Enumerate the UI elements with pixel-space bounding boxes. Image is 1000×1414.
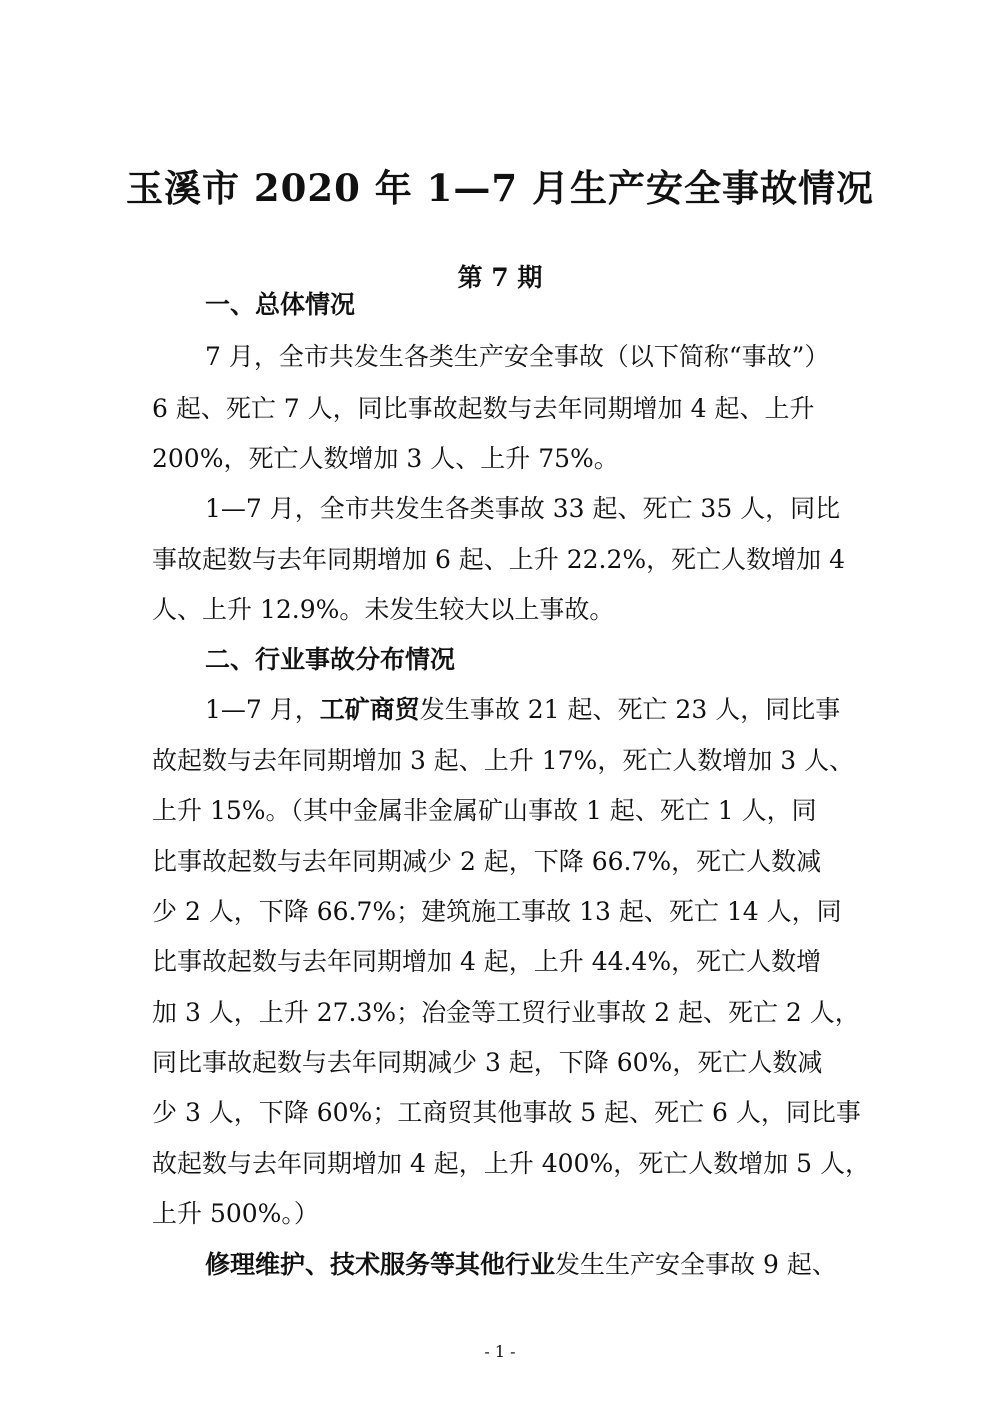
paragraph-line: 事故起数与去年同期增加 6 起、上升 22.2%，死亡人数增加 4	[152, 545, 846, 574]
paragraph-line: 7 月，全市共发生各类生产安全事故（以下简称“事故”）	[205, 342, 830, 371]
paragraph-line: 比事故起数与去年同期减少 2 起，下降 66.7%，死亡人数减	[152, 847, 822, 876]
section-heading-overall: 一、总体情况	[205, 290, 356, 319]
page-number: - 1 -	[484, 1342, 516, 1361]
paragraph-line: 同比事故起数与去年同期减少 3 起，下降 60%，死亡人数减	[152, 1048, 823, 1077]
paragraph-line	[205, 695, 840, 725]
paragraph-line: 少 3 人，下降 60%；工商贸其他事故 5 起、死亡 6 人，同比事	[152, 1098, 861, 1127]
line-segment: 1—7 月，	[205, 695, 320, 724]
section-heading-industry: 二、行业事故分布情况	[205, 645, 456, 674]
line-segment: 发生事故 21 起、死亡 23 人，同比事	[419, 695, 841, 724]
paragraph-line: 6 起、死亡 7 人，同比事故起数与去年同期增加 4 起、上升	[152, 394, 815, 423]
paragraph-line	[205, 1250, 837, 1280]
paragraph-line: 200%，死亡人数增加 3 人、上升 75%。	[152, 444, 619, 473]
paragraph-line: 1—7 月，全市共发生各类事故 33 起、死亡 35 人，同比	[205, 494, 841, 523]
emphasis-industry: 工矿商贸	[319, 695, 420, 724]
paragraph-line: 上升 15%。（其中金属非金属矿山事故 1 起、死亡 1 人，同	[152, 796, 817, 825]
page-title: 玉溪市 2020 年 1—7 月生产安全事故情况	[126, 166, 874, 210]
paragraph-line: 故起数与去年同期增加 3 起、上升 17%，死亡人数增加 3 人、	[152, 746, 855, 775]
issue-number: 第 7 期	[457, 263, 543, 292]
paragraph-line: 人、上升 12.9%。未发生较大以上事故。	[152, 595, 615, 624]
paragraph-line: 故起数与去年同期增加 4 起，上升 400%，死亡人数增加 5 人，	[152, 1149, 871, 1178]
paragraph-line: 加 3 人，上升 27.3%；冶金等工贸行业事故 2 起、死亡 2 人，	[152, 998, 860, 1027]
paragraph-line: 少 2 人，下降 66.7%；建筑施工事故 13 起、死亡 14 人，同	[152, 897, 842, 926]
paragraph-line: 上升 500%。）	[152, 1199, 319, 1228]
emphasis-other-industry: 修理维护、技术服务等其他行业	[205, 1250, 556, 1279]
line-segment: 发生生产安全事故 9 起、	[555, 1250, 837, 1279]
paragraph-line: 比事故起数与去年同期增加 4 起，上升 44.4%，死亡人数增	[152, 947, 822, 976]
